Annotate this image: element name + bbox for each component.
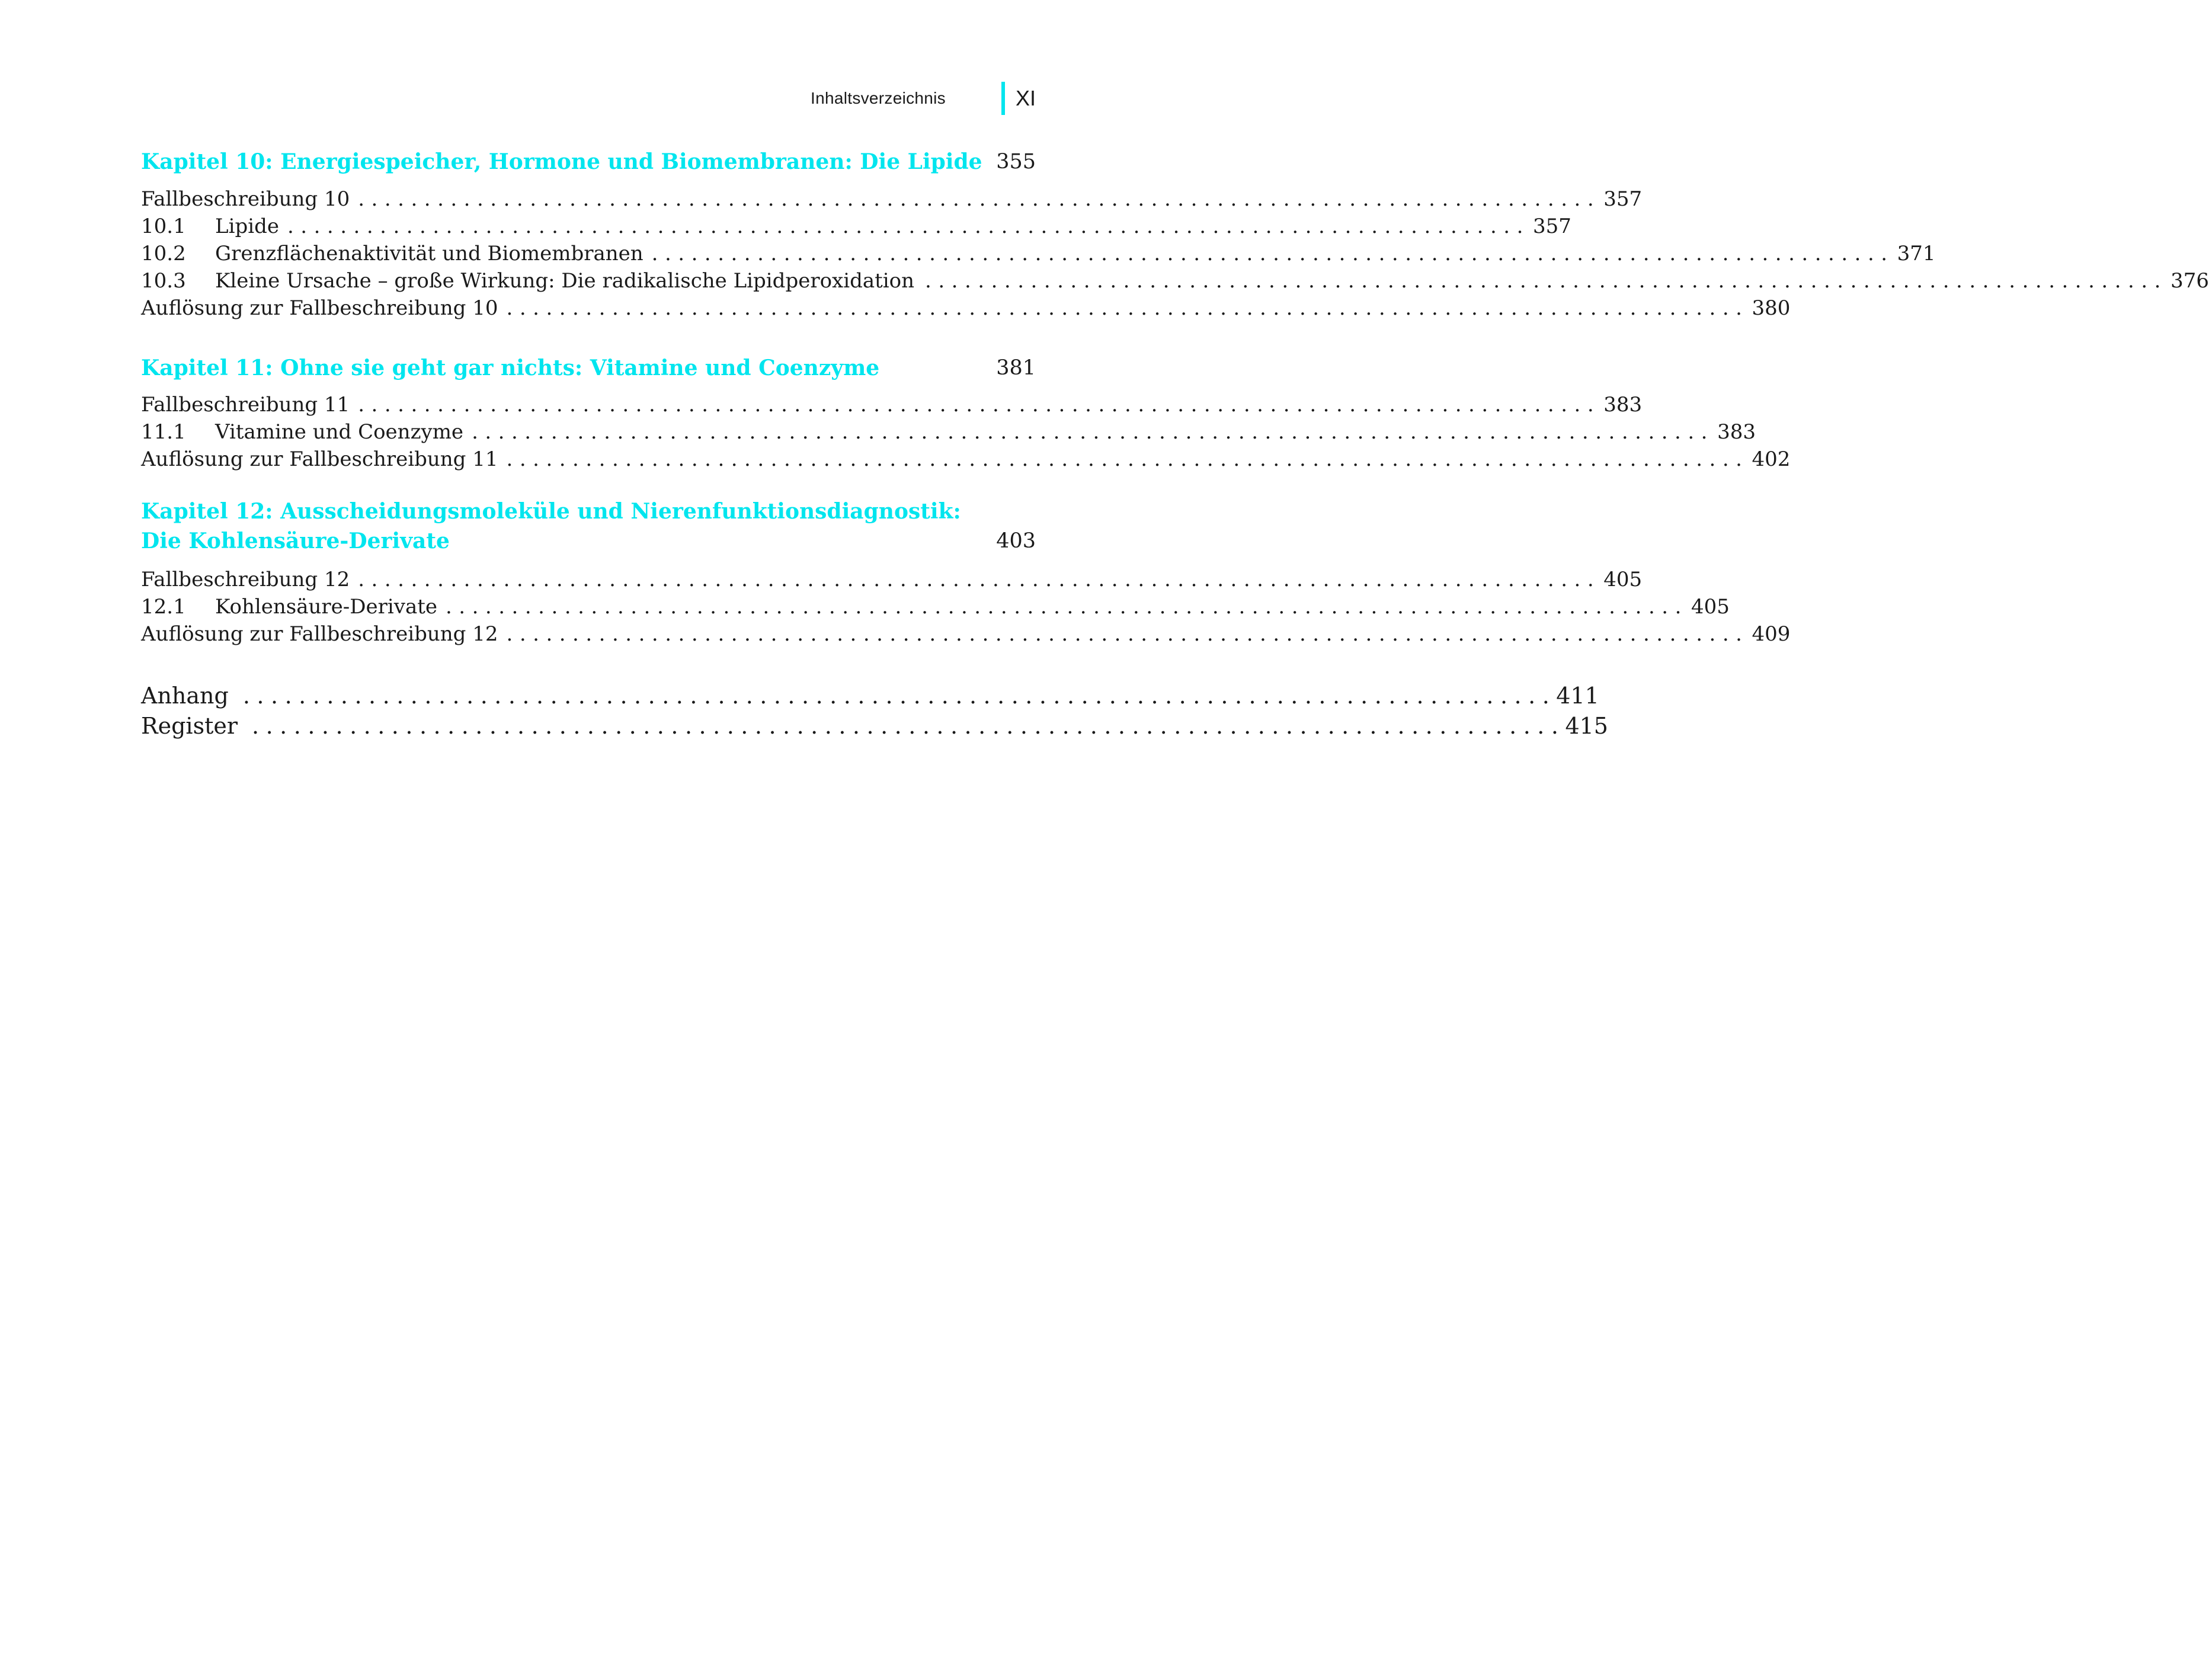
- chapter-page: 355: [996, 150, 1036, 174]
- entry-page: 383: [1603, 393, 1643, 417]
- chapter-page: 381: [996, 356, 1036, 380]
- toc-entry-appendix[interactable]: [141, 680, 1599, 711]
- entry-page: 357: [1603, 187, 1643, 211]
- entry-page: 411: [1556, 683, 1599, 709]
- entry-page: 371: [1897, 242, 1936, 265]
- dot-leader: ..............................................................................................: [506, 447, 1749, 471]
- chapter-title-line: Kapitel 12: Ausscheidungsmoleküle und Nierenfunktionsdiagnostik:: [141, 499, 961, 524]
- entry-page: 405: [1603, 568, 1643, 591]
- entry-page: 376: [2170, 269, 2209, 293]
- chapter-11-heading[interactable]: [141, 353, 1036, 383]
- entry-number: 12.1: [141, 595, 186, 619]
- chapter-title: [141, 147, 982, 177]
- toc-entry[interactable]: [141, 185, 1643, 213]
- dot-leader: ..............................................................................................: [287, 215, 1530, 238]
- dot-leader: ..............................................................................................: [925, 269, 2168, 293]
- entry-label: Lipide: [215, 215, 279, 238]
- entry-page: 402: [1752, 447, 1791, 471]
- chapter-page: 403: [996, 529, 1036, 553]
- toc-entry[interactable]: [141, 240, 1936, 267]
- chapter-title-line: Die Kohlensäure-Derivate: [141, 529, 450, 553]
- entry-page: 380: [1752, 296, 1791, 320]
- toc-entry[interactable]: [141, 391, 1643, 418]
- entry-label: Anhang: [141, 683, 229, 709]
- chapter-title: [141, 353, 879, 383]
- chapter-title-line: Kapitel 10: Energiespeicher, Hormone und Biomembranen: Die Lipide: [141, 149, 982, 174]
- toc-entry[interactable]: [141, 418, 1756, 446]
- dot-leader: ..............................................................................................: [358, 393, 1601, 417]
- dot-leader: ..............................................................................................: [506, 622, 1749, 646]
- dot-leader: ..............................................................................................: [242, 683, 1557, 709]
- entry-number: 10.3: [141, 269, 186, 293]
- entry-label: Register: [141, 713, 238, 739]
- section-title: Inhaltsverzeichnis: [811, 89, 946, 107]
- entry-label: Fallbeschreibung 11: [141, 393, 350, 417]
- chapter-12-heading[interactable]: [141, 497, 1036, 556]
- accent-bar: [1001, 82, 1005, 115]
- entry-label: Vitamine und Coenzyme: [215, 420, 464, 444]
- entry-number: 10.1: [141, 215, 186, 238]
- dot-leader: ..............................................................................................: [446, 595, 1688, 619]
- entry-label: Fallbeschreibung 12: [141, 568, 350, 591]
- entry-number: 10.2: [141, 242, 186, 265]
- page-number: XI: [1015, 86, 1036, 110]
- entry-label: Kleine Ursache – große Wirkung: Die radikalische Lipidperoxidation: [215, 269, 915, 293]
- toc-entry-register[interactable]: [141, 711, 1608, 741]
- entry-label: Grenzflächenaktivität und Biomembranen: [215, 242, 644, 265]
- toc-entry[interactable]: [141, 295, 1791, 322]
- entry-label: Kohlensäure-Derivate: [215, 595, 437, 619]
- dot-leader: ..............................................................................................: [252, 713, 1565, 739]
- chapter-10-heading[interactable]: [141, 147, 1036, 177]
- entry-number: 11.1: [141, 420, 186, 444]
- toc-entry[interactable]: [141, 620, 1791, 648]
- toc-entry[interactable]: [141, 593, 1730, 620]
- dot-leader: ..............................................................................................: [358, 568, 1601, 591]
- toc-entry[interactable]: [141, 566, 1643, 593]
- entry-label: Auflösung zur Fallbeschreibung 10: [141, 296, 498, 320]
- entry-page: 405: [1691, 595, 1730, 619]
- entry-page: 409: [1752, 622, 1791, 646]
- dot-leader: ..............................................................................................: [472, 420, 1714, 444]
- toc-entry[interactable]: [141, 446, 1791, 473]
- entry-page: 357: [1533, 215, 1571, 238]
- entry-page: 415: [1565, 713, 1608, 739]
- entry-label: Auflösung zur Fallbeschreibung 12: [141, 622, 498, 646]
- chapter-title: [141, 497, 961, 556]
- running-head: [811, 82, 1036, 115]
- toc-entry[interactable]: [141, 213, 1571, 240]
- entry-page: 383: [1717, 420, 1756, 444]
- entry-label: Auflösung zur Fallbeschreibung 11: [141, 447, 498, 471]
- dot-leader: ..............................................................................................: [358, 187, 1601, 211]
- dot-leader: ..............................................................................................: [651, 242, 1894, 265]
- dot-leader: ..............................................................................................: [506, 296, 1749, 320]
- toc-entry[interactable]: [141, 267, 2209, 295]
- entry-label: Fallbeschreibung 10: [141, 187, 350, 211]
- chapter-title-line: Kapitel 11: Ohne sie geht gar nichts: Vitamine und Coenzyme: [141, 356, 880, 380]
